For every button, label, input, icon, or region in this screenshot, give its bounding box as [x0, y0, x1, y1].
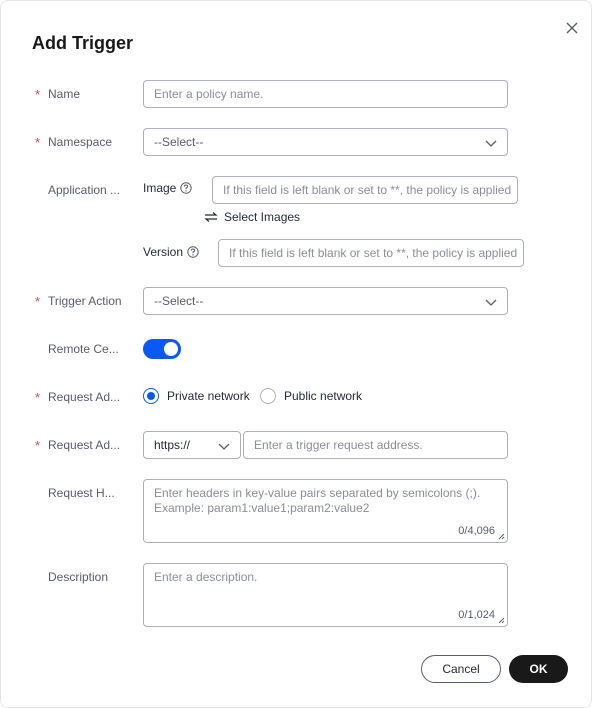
description-label: Description — [48, 570, 109, 584]
name-input[interactable]: Enter a policy name. — [143, 80, 508, 108]
resize-grip-icon[interactable] — [498, 617, 505, 624]
char-counter: 0/4,096 — [458, 525, 495, 537]
request-address-label: Request Ad... — [48, 438, 121, 452]
swap-icon — [204, 211, 218, 223]
select-images-label: Select Images — [224, 210, 301, 224]
radio-public-network[interactable] — [260, 388, 362, 404]
trigger-action-select-value: --Select-- — [154, 294, 204, 308]
namespace-select-value: --Select-- — [154, 135, 204, 149]
dialog-title: Add Trigger — [32, 33, 134, 53]
ok-button[interactable]: OK — [509, 655, 568, 683]
help-icon[interactable] — [187, 246, 199, 258]
namespace-select[interactable] — [143, 128, 508, 156]
required-marker: * — [35, 294, 41, 309]
chevron-down-icon — [218, 440, 230, 452]
required-marker: * — [35, 390, 41, 405]
radio-private-network[interactable] — [143, 388, 250, 404]
close-icon[interactable] — [563, 19, 581, 37]
help-icon[interactable] — [180, 182, 192, 194]
version-input[interactable]: If this field is left blank or set to **, the policy is applied — [218, 239, 524, 267]
version-label: Version — [143, 245, 184, 259]
char-counter: 0/1,024 — [458, 609, 495, 621]
image-label: Image — [143, 181, 177, 195]
image-input[interactable]: If this field is left blank or set to **, the policy is applied — [212, 176, 518, 204]
description-textarea[interactable] — [143, 563, 508, 627]
radio-selected-icon — [143, 388, 159, 404]
remote-center-label: Remote Ce... — [48, 342, 119, 356]
name-label: Name — [48, 87, 81, 101]
radio-label: Public network — [284, 389, 363, 403]
application-label: Application ... — [48, 183, 121, 197]
image-label-group — [143, 181, 192, 195]
textarea-placeholder: Enter headers in key-value pairs separated by semicolons (;). — [154, 486, 481, 500]
request-address-input[interactable]: Enter a trigger request address. — [243, 431, 508, 459]
select-images-button[interactable] — [204, 210, 300, 224]
request-address-type-label: Request Ad... — [48, 390, 121, 404]
request-headers-label: Request H... — [48, 486, 115, 500]
radio-unselected-icon — [260, 388, 276, 404]
trigger-action-label: Trigger Action — [48, 294, 122, 308]
required-marker: * — [35, 438, 41, 453]
required-marker: * — [35, 135, 41, 150]
chevron-down-icon — [485, 137, 497, 149]
required-marker: * — [35, 87, 41, 102]
toggle-knob — [164, 342, 178, 356]
request-headers-textarea[interactable] — [143, 479, 508, 543]
resize-grip-icon[interactable] — [498, 533, 505, 540]
remote-center-toggle[interactable] — [143, 339, 181, 359]
textarea-placeholder: Enter a description. — [154, 570, 258, 584]
cancel-button[interactable]: Cancel — [421, 655, 501, 683]
textarea-placeholder: Example: param1:value1;param2:value2 — [154, 501, 370, 515]
chevron-down-icon — [485, 296, 497, 308]
protocol-select[interactable] — [143, 431, 241, 459]
version-label-group — [143, 245, 199, 259]
radio-label: Private network — [167, 389, 250, 403]
trigger-action-select[interactable] — [143, 287, 508, 315]
namespace-label: Namespace — [48, 135, 113, 149]
protocol-select-value: https:// — [154, 438, 191, 452]
